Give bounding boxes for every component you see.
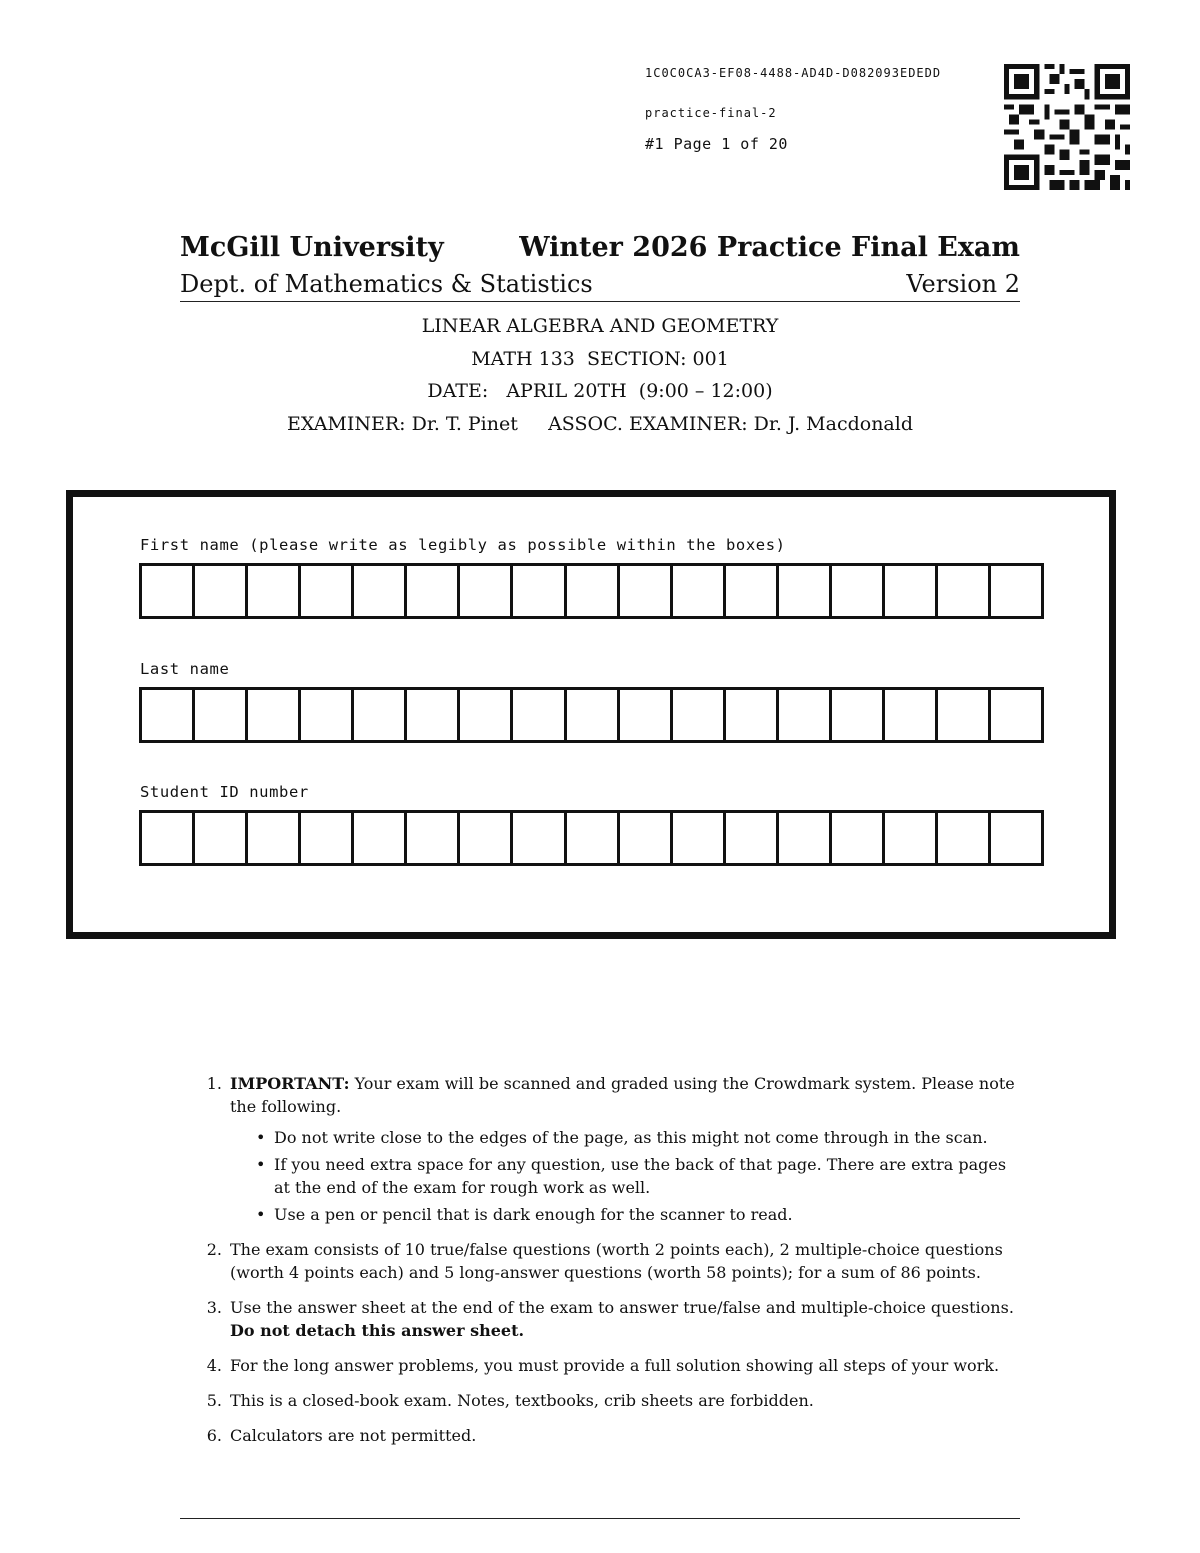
instruction-bullet: • Do not write close to the edges of the page, as this might not come through in the scan. xyxy=(230,1126,1024,1149)
character-box[interactable] xyxy=(513,566,566,616)
instruction-bullet: • If you need extra space for any question, use the back of that page. There are extra pages at the end of the exam for rough work as well. xyxy=(230,1153,1024,1199)
first-name-boxes[interactable] xyxy=(139,563,1044,619)
instruction-item xyxy=(198,1296,1024,1342)
character-box[interactable] xyxy=(991,813,1041,863)
character-box[interactable] xyxy=(460,566,513,616)
character-box[interactable] xyxy=(195,566,248,616)
course-code-section: MATH 133 SECTION: 001 xyxy=(471,347,729,370)
character-box[interactable] xyxy=(248,566,301,616)
student-id-boxes[interactable] xyxy=(139,810,1044,866)
instruction-bullet: • Use a pen or pencil that is dark enough for the scanner to read. xyxy=(230,1203,1024,1226)
instruction-text: Your exam will be scanned and graded using the Crowdmark system. Please note the following. xyxy=(230,1074,1015,1116)
character-box[interactable] xyxy=(407,566,460,616)
student-id-label: Student ID number xyxy=(140,783,309,801)
instruction-item xyxy=(198,1354,1024,1377)
character-box[interactable] xyxy=(673,690,726,740)
character-box[interactable] xyxy=(673,813,726,863)
character-box[interactable] xyxy=(991,690,1041,740)
exam-version: Version 2 xyxy=(906,270,1020,298)
exam-header-bottom xyxy=(180,270,1020,302)
character-box[interactable] xyxy=(620,813,673,863)
qr-code-icon xyxy=(1004,64,1130,190)
character-box[interactable] xyxy=(513,813,566,863)
character-box[interactable] xyxy=(779,813,832,863)
character-box[interactable] xyxy=(620,690,673,740)
character-box[interactable] xyxy=(354,566,407,616)
examiners: EXAMINER: Dr. T. Pinet ASSOC. EXAMINER: Dr. J. Macdonald xyxy=(286,412,914,435)
character-box[interactable] xyxy=(142,690,195,740)
instruction-number: 4. xyxy=(206,1356,222,1375)
character-box[interactable] xyxy=(354,690,407,740)
character-box[interactable] xyxy=(142,813,195,863)
instruction-number: 3. xyxy=(206,1298,222,1317)
character-box[interactable] xyxy=(460,690,513,740)
instruction-number: 5. xyxy=(206,1391,222,1410)
character-box[interactable] xyxy=(938,566,991,616)
last-name-label: Last name xyxy=(140,660,230,678)
character-box[interactable] xyxy=(726,566,779,616)
department-name: Dept. of Mathematics & Statistics xyxy=(180,270,593,298)
character-box[interactable] xyxy=(885,813,938,863)
university-name: McGill University xyxy=(180,232,444,263)
instruction-text: For the long answer problems, you must provide a full solution showing all steps of your work. xyxy=(230,1356,1000,1375)
character-box[interactable] xyxy=(407,813,460,863)
instruction-number: 1. xyxy=(206,1074,222,1093)
instruction-number: 2. xyxy=(206,1240,222,1259)
character-box[interactable] xyxy=(938,813,991,863)
character-box[interactable] xyxy=(195,813,248,863)
character-box[interactable] xyxy=(779,566,832,616)
instruction-text: Calculators are not permitted. xyxy=(230,1426,477,1445)
character-box[interactable] xyxy=(460,813,513,863)
crowdmark-booklet-id: 1C0C0CA3-EF08-4488-AD4D-D082093EDEDD xyxy=(645,66,942,80)
character-box[interactable] xyxy=(567,690,620,740)
course-name: LINEAR ALGEBRA AND GEOMETRY xyxy=(421,315,779,337)
character-box[interactable] xyxy=(407,690,460,740)
character-box[interactable] xyxy=(301,690,354,740)
course-info xyxy=(180,310,1020,440)
character-box[interactable] xyxy=(726,813,779,863)
character-box[interactable] xyxy=(513,690,566,740)
character-box[interactable] xyxy=(195,690,248,740)
footer-rule xyxy=(180,1518,1020,1519)
instruction-item xyxy=(198,1424,1024,1447)
exam-instructions xyxy=(198,1072,1024,1459)
first-name-label: First name (please write as legibly as possible within the boxes) xyxy=(140,536,786,554)
character-box[interactable] xyxy=(301,566,354,616)
instruction-emphasis: Do not detach this answer sheet. xyxy=(230,1321,525,1340)
character-box[interactable] xyxy=(832,566,885,616)
character-box[interactable] xyxy=(354,813,407,863)
instruction-text: The exam consists of 10 true/false questions (worth 2 points each), 2 multiple-choice questions (worth 4 points each) and 5 long-answer questions (worth 58 points); for a sum of 86 points. xyxy=(230,1240,1003,1282)
character-box[interactable] xyxy=(832,690,885,740)
instruction-item xyxy=(198,1072,1024,1226)
character-box[interactable] xyxy=(779,690,832,740)
instruction-item xyxy=(198,1389,1024,1412)
instruction-number: 6. xyxy=(206,1426,222,1445)
instruction-item xyxy=(198,1238,1024,1284)
exam-date: DATE: APRIL 20TH (9:00 – 12:00) xyxy=(427,380,773,402)
character-box[interactable] xyxy=(567,566,620,616)
exam-title: Winter 2026 Practice Final Exam xyxy=(519,232,1020,263)
character-box[interactable] xyxy=(885,690,938,740)
last-name-boxes[interactable] xyxy=(139,687,1044,743)
character-box[interactable] xyxy=(301,813,354,863)
character-box[interactable] xyxy=(567,813,620,863)
page-indicator: #1 Page 1 of 20 xyxy=(645,135,788,153)
instruction-text: This is a closed-book exam. Notes, textbooks, crib sheets are forbidden. xyxy=(230,1391,814,1410)
crowdmark-exam-label: practice-final-2 xyxy=(645,106,777,120)
character-box[interactable] xyxy=(248,690,301,740)
character-box[interactable] xyxy=(248,813,301,863)
character-box[interactable] xyxy=(938,690,991,740)
character-box[interactable] xyxy=(885,566,938,616)
exam-header-top xyxy=(180,232,1020,263)
character-box[interactable] xyxy=(142,566,195,616)
instruction-text: Use the answer sheet at the end of the exam to answer true/false and multiple-choice questions. xyxy=(230,1298,1014,1317)
character-box[interactable] xyxy=(991,566,1041,616)
character-box[interactable] xyxy=(673,566,726,616)
character-box[interactable] xyxy=(832,813,885,863)
character-box[interactable] xyxy=(726,690,779,740)
character-box[interactable] xyxy=(620,566,673,616)
instruction-important-label: IMPORTANT: xyxy=(230,1074,350,1093)
